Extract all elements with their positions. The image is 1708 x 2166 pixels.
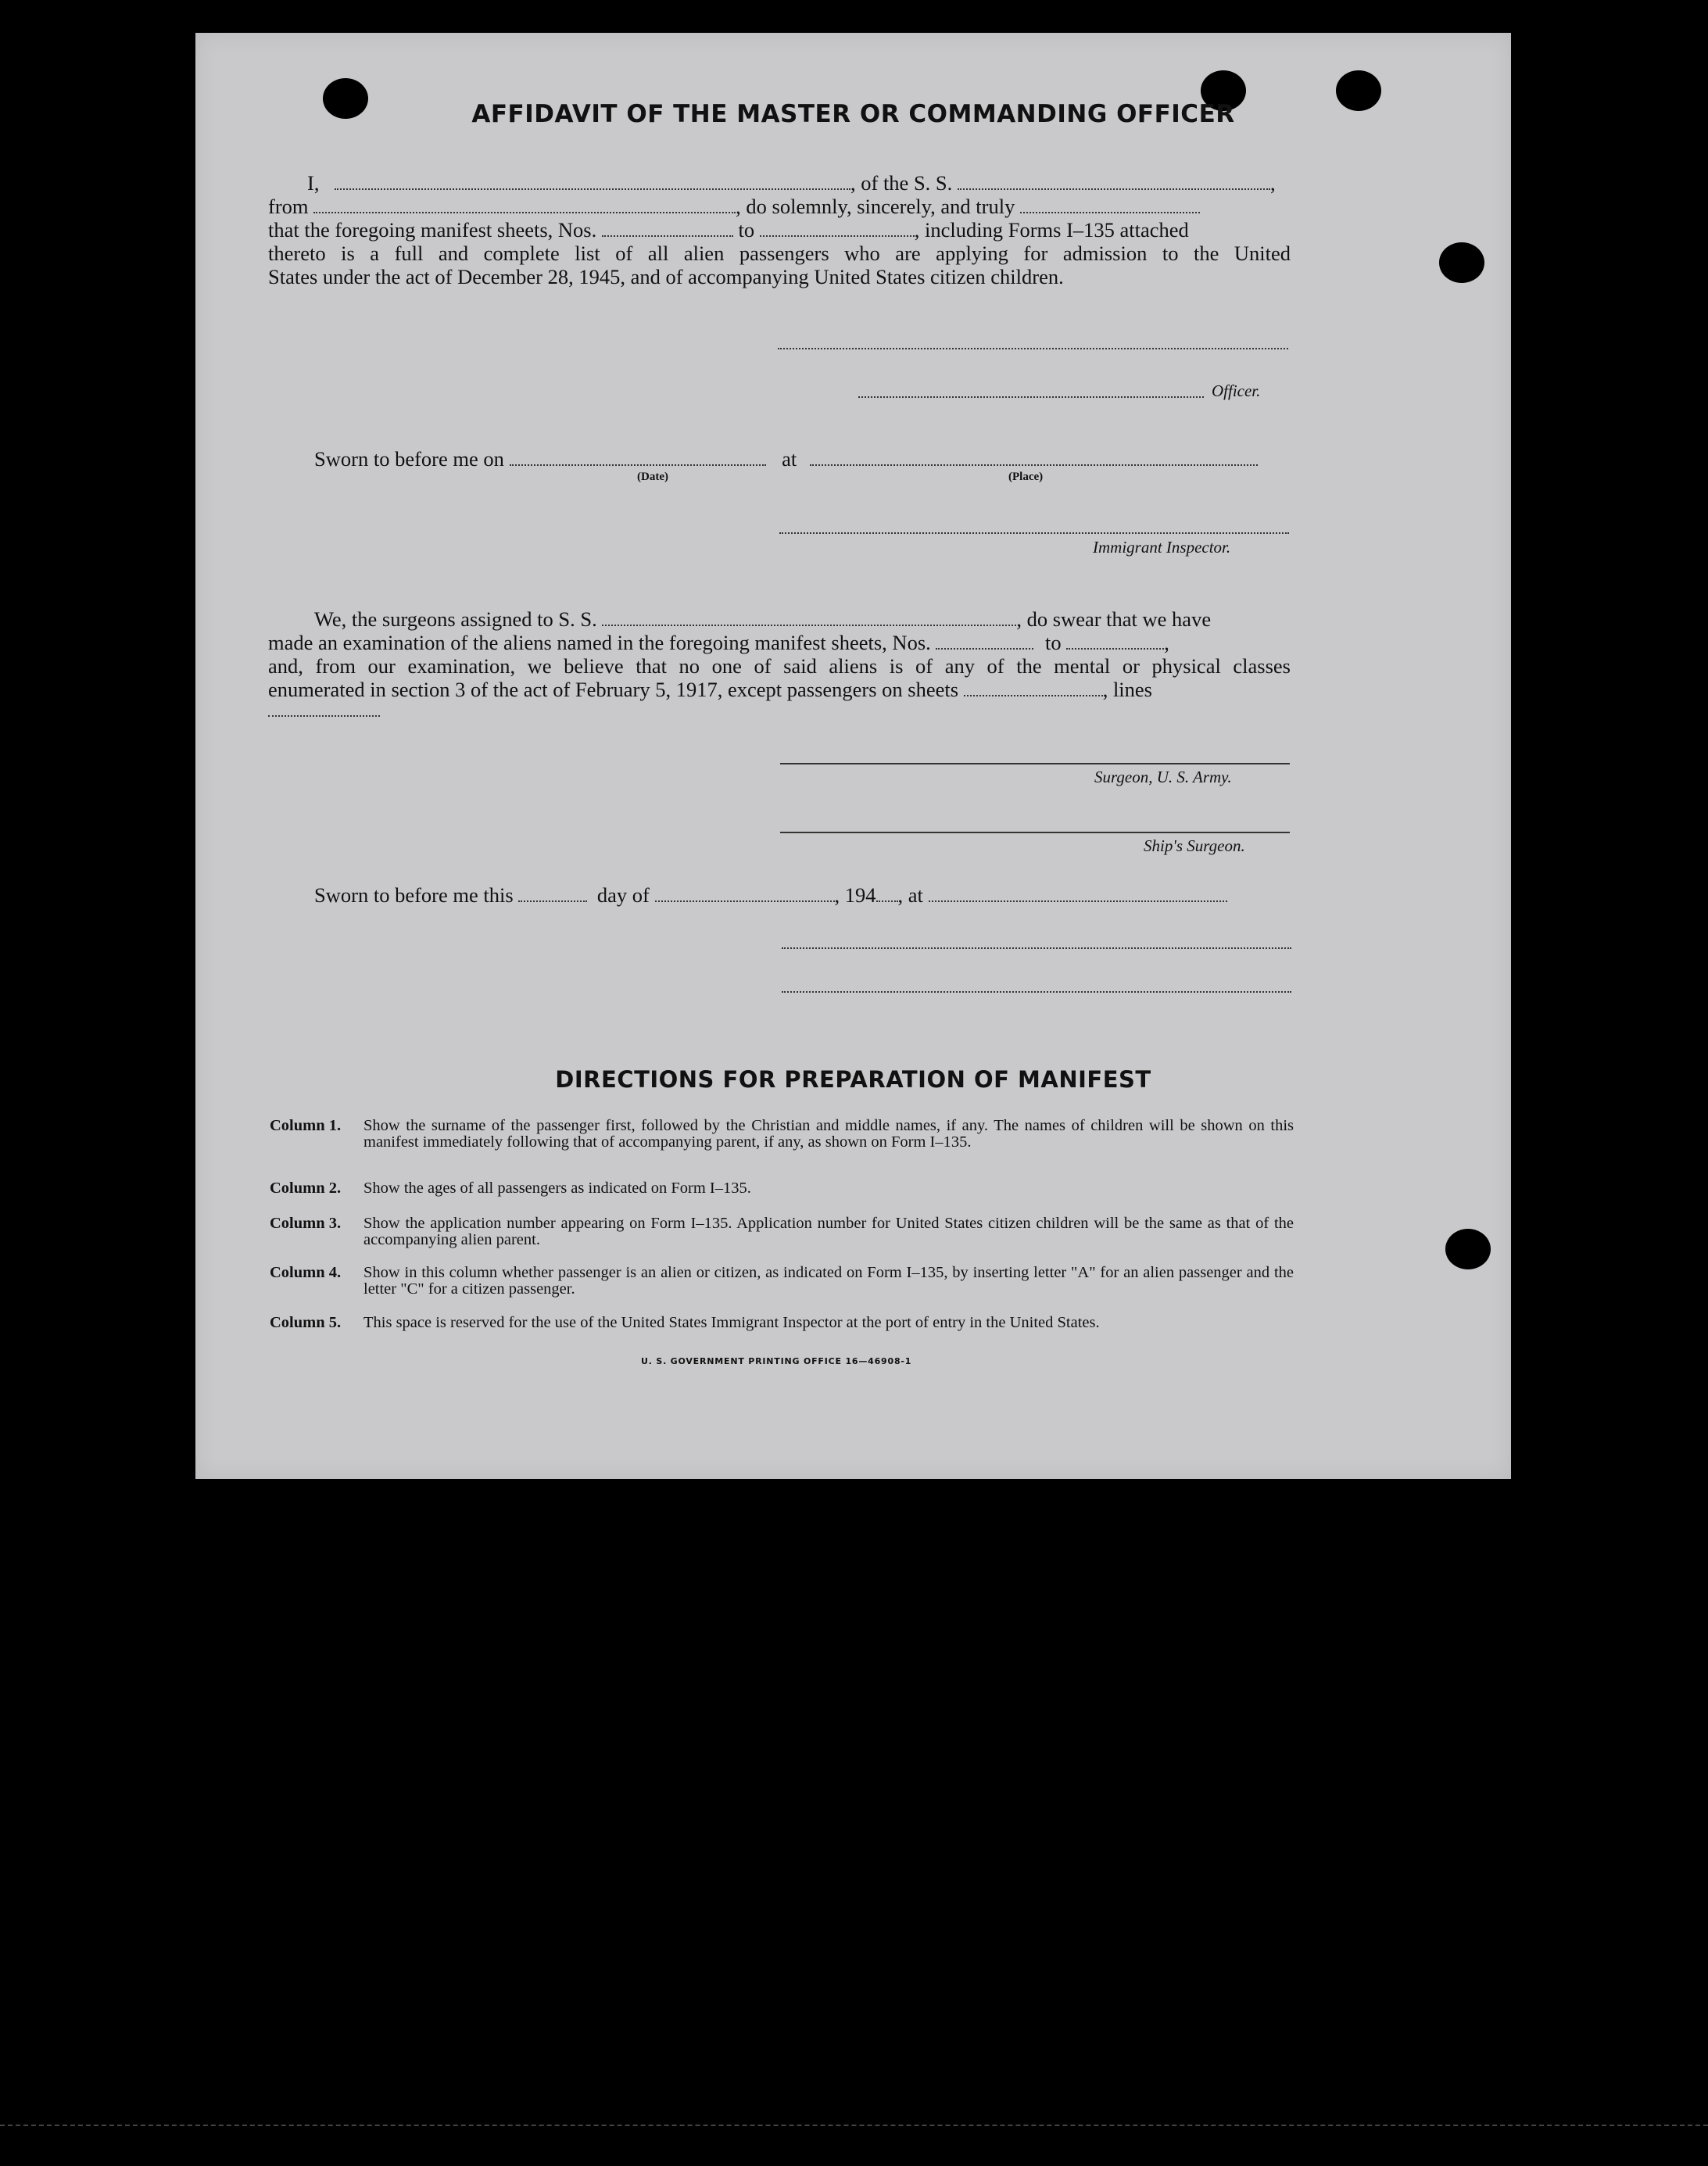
inspector-label: Immigrant Inspector. (1093, 538, 1231, 557)
surgeons-line-2 (268, 631, 1169, 654)
signature-line[interactable] (782, 947, 1291, 949)
surgeon-sheet-from-field[interactable] (936, 634, 1033, 650)
text-at: at (782, 447, 797, 471)
sheet-to-field[interactable] (760, 221, 915, 237)
column-label: Column 2. (270, 1180, 342, 1197)
affidavit-line-2 (268, 195, 1200, 218)
direction-item-4 (270, 1265, 1294, 1298)
text-sworn: Sworn to before me on (314, 447, 504, 471)
column-text: This space is reserved for the use of the United States Immigrant Inspector at the port of entry in the United States. (363, 1314, 1100, 1331)
sworn-line-2 (314, 883, 1227, 907)
signature-line[interactable] (778, 348, 1288, 349)
text-including: , including Forms I–135 attached (914, 218, 1189, 242)
text-we-surgeons: We, the surgeons assigned to S. S. (314, 607, 597, 631)
date-label: (Date) (637, 471, 668, 483)
column-label: Column 1. (270, 1117, 342, 1134)
directions-title: DIRECTIONS FOR PREPARATION OF MANIFEST (555, 1066, 1151, 1093)
direction-item-2 (270, 1180, 1294, 1197)
ship-name-field[interactable] (958, 174, 1270, 190)
text-comma: , (1269, 171, 1276, 195)
army-surgeon-label: Surgeon, U. S. Army. (1094, 768, 1232, 786)
date-field[interactable] (510, 450, 766, 466)
officer-line[interactable] (858, 396, 1204, 398)
ships-surgeon-line[interactable] (780, 832, 1290, 833)
text-to: to (738, 218, 755, 242)
affidavit-line-5: States under the act of December 28, 1945, and of accompanying United States citizen children. (268, 265, 1064, 288)
punch-hole (1439, 242, 1484, 283)
text-enumerated: enumerated in section 3 of the act of February 5, 1917, except passengers on sheets (268, 678, 959, 701)
inspector-line[interactable] (779, 532, 1289, 534)
month-field[interactable] (655, 886, 835, 902)
text-i: I, (307, 171, 320, 195)
direction-item-1 (270, 1118, 1294, 1151)
text-of-ss: , of the S. S. (850, 171, 953, 195)
text-do-swear: , do swear that we have (1016, 607, 1212, 631)
text-lines: , lines (1102, 678, 1152, 701)
column-text: Show the application number appearing on Form I–135. Application number for United States citizen children will be the same as that of the accompanying alien parent. (363, 1215, 1294, 1248)
text-examination: made an examination of the aliens named in the foregoing manifest sheets, Nos. (268, 631, 931, 654)
place-label: (Place) (1008, 471, 1044, 483)
exception-lines-field[interactable] (268, 715, 380, 717)
text-day-of: day of (596, 883, 650, 907)
surgeons-line-1 (314, 607, 1211, 631)
surgeons-line-4 (268, 678, 1152, 701)
column-label: Column 4. (270, 1264, 342, 1281)
text-to: to (1045, 631, 1062, 654)
form-page (195, 33, 1511, 1479)
punch-hole (1445, 1229, 1491, 1269)
surgeon-sheet-to-field[interactable] (1066, 634, 1164, 650)
sheet-from-field[interactable] (602, 221, 733, 237)
sworn-place-field[interactable] (929, 886, 1227, 902)
direction-item-5 (270, 1315, 1294, 1331)
column-label: Column 5. (270, 1314, 342, 1331)
printer-imprint: U. S. GOVERNMENT PRINTING OFFICE 16—46908-1 (641, 1356, 912, 1366)
oath-field[interactable] (1020, 198, 1200, 213)
ships-surgeon-label: Ship's Surgeon. (1144, 836, 1245, 855)
signature-line[interactable] (782, 991, 1291, 993)
column-text: Show in this column whether passenger is an alien or citizen, as indicated on Form I–135, by inserting letter "A" for an alien passenger and the letter "C" for a citizen passenger. (363, 1264, 1294, 1298)
column-text: Show the surname of the passenger first, followed by the Christian and middle names, if any. The names of children will be shown on this manifest immediately following that of accompanying parent, if any, as shown on Form I–135. (363, 1117, 1294, 1151)
column-text: Show the ages of all passengers as indicated on Form I–135. (363, 1180, 751, 1197)
surgeons-line-3: and, from our examination, we believe that no one of said aliens is of any of the mental or physical classes (268, 654, 1291, 678)
master-name-field[interactable] (335, 174, 850, 190)
text-sworn-this: Sworn to before me this (314, 883, 514, 907)
affidavit-line-3 (268, 218, 1189, 242)
text-194: , 194 (834, 883, 876, 907)
text-at: , at (897, 883, 923, 907)
officer-label: Officer. (1212, 381, 1261, 400)
exception-sheets-field[interactable] (964, 681, 1103, 696)
surgeon-ship-field[interactable] (602, 610, 1016, 626)
affidavit-line-4: thereto is a full and complete list of all alien passengers who are applying for admission to the United (268, 242, 1291, 265)
text-solemnly: , do solemnly, sincerely, and truly (736, 195, 1015, 218)
affidavit-title: AFFIDAVIT OF THE MASTER OR COMMANDING OFFICER (471, 100, 1235, 128)
year-field[interactable] (876, 886, 898, 902)
direction-item-3 (270, 1215, 1294, 1248)
port-field[interactable] (313, 198, 736, 213)
affidavit-line-1 (307, 171, 1330, 195)
place-field[interactable] (810, 450, 1258, 466)
day-field[interactable] (518, 886, 587, 902)
scan-edge-line (0, 2125, 1708, 2126)
text-from: from (268, 195, 309, 218)
text-comma: , (1164, 631, 1169, 654)
column-label: Column 3. (270, 1215, 342, 1232)
army-surgeon-line[interactable] (780, 763, 1290, 764)
text-manifest-sheets: that the foregoing manifest sheets, Nos. (268, 218, 597, 242)
sworn-line-1 (314, 447, 1258, 471)
